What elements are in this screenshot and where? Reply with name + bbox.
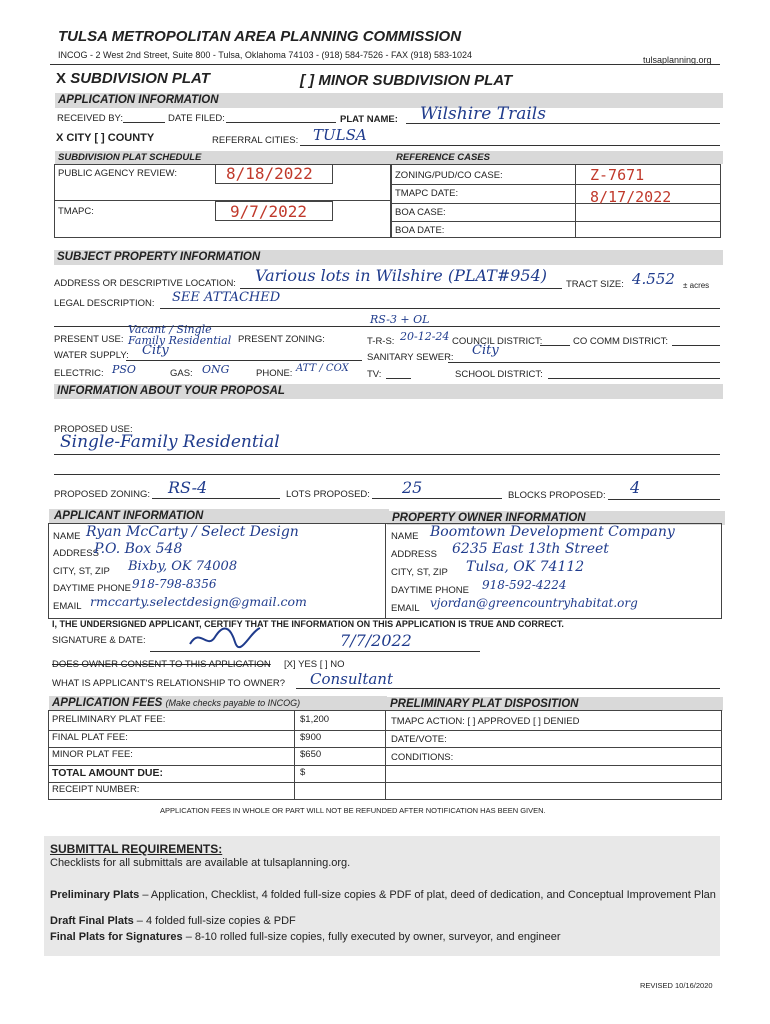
applicant-name-value[interactable]: Ryan McCarty / Select Design <box>86 524 299 540</box>
lots-proposed-value[interactable]: 25 <box>402 478 423 497</box>
water-supply-label: WATER SUPPLY: <box>54 350 129 361</box>
plat-name-value[interactable]: Wilshire Trails <box>420 104 546 124</box>
reference-row2 <box>391 203 721 204</box>
header-address: INCOG - 2 West 2nd Street, Suite 800 - Tulsa, Oklahoma 74103 - (918) 584-7526 - FAX (918) 583-1024 <box>58 50 473 60</box>
applicant-name-label: NAME <box>53 531 81 542</box>
fee-label: PRELIMINARY PLAT FEE: <box>52 714 166 725</box>
acres-label: ± acres <box>683 281 710 290</box>
tmapc-action[interactable]: TMAPC ACTION: [ ] APPROVED [ ] DENIED <box>391 716 580 727</box>
city-county-label: CITY [ ] COUNTY <box>66 132 155 144</box>
electric-label: ELECTRIC: <box>54 368 104 379</box>
fee-label: MINOR PLAT FEE: <box>52 749 133 761</box>
received-by-field[interactable] <box>123 122 165 123</box>
applicant-owner-divider <box>385 523 386 619</box>
reference-heading: REFERENCE CASES <box>393 151 723 164</box>
signature-date[interactable]: 7/7/2022 <box>340 631 412 650</box>
phone-label: PHONE: <box>256 368 293 379</box>
owner-name-value[interactable]: Boomtown Development Company <box>430 524 675 540</box>
plat-name-field <box>406 123 720 124</box>
city-county-option[interactable] <box>56 132 154 144</box>
fees-refund-note: APPLICATION FEES IN WHOLE OR PART WILL NOT BE REFUNDED AFTER NOTIFICATION HAS BEEN GIVEN. <box>160 806 546 815</box>
boa-case-label: BOA CASE: <box>395 207 446 218</box>
owner-address-label: ADDRESS <box>391 549 437 560</box>
fees-heading: APPLICATION FEES <box>52 697 163 709</box>
co-comm-district-label: CO COMM DISTRICT: <box>573 336 668 347</box>
final-title: Final Plats for Signatures <box>50 931 183 943</box>
referral-cities-field <box>300 145 720 146</box>
header-website: tulsaplanning.org <box>643 55 712 65</box>
schedule-heading: SUBDIVISION PLAT SCHEDULE <box>55 151 393 164</box>
fees-heading-bar <box>49 696 387 710</box>
blocks-proposed-value[interactable]: 4 <box>630 478 641 497</box>
owner-phone-label: DAYTIME PHONE <box>391 585 469 596</box>
submittal-checklists: Checklists for all submittals are available at tulsaplanning.org. <box>50 857 351 869</box>
legal-description-field <box>160 308 720 309</box>
submittal-draft <box>50 915 296 927</box>
signature-field <box>150 651 480 652</box>
minor-subdivision-checkbox[interactable]: [ ] MINOR SUBDIVISION PLAT <box>300 72 513 89</box>
tmapc-date: 9/7/2022 <box>230 202 308 221</box>
present-use-value[interactable]: Vacant / Single Family Residential <box>128 323 232 347</box>
fee-row-divider <box>48 730 722 731</box>
proposed-use-value[interactable]: Single-Family Residential <box>60 432 280 452</box>
preliminary-text: – Application, Checklist, 4 folded full-size copies & PDF of plat, deed of dedication, and Conceptual Improvement Plan <box>139 889 716 901</box>
relationship-field <box>296 688 720 689</box>
sanitary-sewer-field <box>448 362 720 363</box>
trs-label: T-R-S: <box>367 336 395 347</box>
fee-row-divider <box>48 782 722 783</box>
present-zoning-label: PRESENT ZONING: <box>238 334 325 345</box>
disposition-heading: PRELIMINARY PLAT DISPOSITION <box>387 697 723 711</box>
relationship-value[interactable]: Consultant <box>310 670 393 688</box>
fee-value: $1,200 <box>300 714 330 725</box>
proposed-use-field-2 <box>54 474 720 475</box>
tmapc-label: TMAPC: <box>58 206 94 217</box>
tv-label: TV: <box>367 369 382 380</box>
electric-value[interactable]: PSO <box>112 363 136 376</box>
lots-proposed-label: LOTS PROPOSED: <box>286 489 370 500</box>
reference-vdivider <box>575 164 576 238</box>
plat-name-label: PLAT NAME: <box>340 114 398 125</box>
owner-city-label: CITY, ST, ZIP <box>391 567 448 578</box>
legal-description-label: LEGAL DESCRIPTION: <box>54 298 155 309</box>
trs-value[interactable]: 20-12-24 <box>400 330 450 343</box>
owner-email-label: EMAIL <box>391 603 420 614</box>
subject-property-heading: SUBJECT PROPERTY INFORMATION <box>54 250 723 265</box>
tract-size-value[interactable]: 4.552 <box>632 270 675 288</box>
applicant-email-label: EMAIL <box>53 601 82 612</box>
public-agency-review-label: PUBLIC AGENCY REVIEW: <box>58 168 177 179</box>
draft-title: Draft Final Plats <box>50 915 134 927</box>
subdivision-plat-checkbox[interactable] <box>56 70 210 87</box>
referral-cities-label: REFERRAL CITIES: <box>212 135 299 146</box>
zoning-case-value[interactable]: Z-7671 <box>590 166 645 184</box>
check-mark: X <box>56 70 67 87</box>
gas-value[interactable]: ONG <box>202 363 230 376</box>
subdivision-plat-label: SUBDIVISION PLAT <box>70 70 210 87</box>
water-supply-value[interactable]: City <box>142 343 169 358</box>
date-filed-field[interactable] <box>226 122 336 123</box>
school-district-label: SCHOOL DISTRICT: <box>455 369 543 380</box>
address-location-label: ADDRESS OR DESCRIPTIVE LOCATION: <box>54 278 236 289</box>
fee-row-divider <box>48 765 722 766</box>
sanitary-sewer-value[interactable]: City <box>472 343 499 358</box>
proposed-use-label: PROPOSED USE: <box>54 424 133 435</box>
public-agency-review-date: 8/18/2022 <box>226 164 313 183</box>
received-by-label: RECEIVED BY: <box>57 113 123 124</box>
revised-date: REVISED 10/16/2020 <box>640 981 713 990</box>
fee-row-divider <box>48 747 722 748</box>
owner-name-label: NAME <box>391 531 419 542</box>
applicant-phone-value[interactable]: 918-798-8356 <box>132 577 217 591</box>
application-info-heading: APPLICATION INFORMATION <box>55 93 723 108</box>
zoning-case-label: ZONING/PUD/CO CASE: <box>395 170 503 181</box>
tv-field[interactable] <box>386 378 411 379</box>
address-location-field <box>240 288 562 289</box>
referral-cities-value[interactable]: TULSA <box>313 126 367 144</box>
applicant-phone-label: DAYTIME PHONE <box>53 583 131 594</box>
applicant-address-value[interactable]: P.O. Box 548 <box>94 541 183 557</box>
form-title: TULSA METROPOLITAN AREA PLANNING COMMISSION <box>58 28 462 45</box>
submittal-preliminary <box>50 889 716 901</box>
reference-tmapc-date-label: TMAPC DATE: <box>395 188 459 199</box>
fee-value: $900 <box>300 731 322 743</box>
tract-size-label: TRACT SIZE: <box>566 279 624 290</box>
signature-label: SIGNATURE & DATE: <box>52 635 146 646</box>
owner-consent-question: DOES OWNER CONSENT TO THIS APPLICATION <box>52 659 271 670</box>
applicant-email-value[interactable]: rmccarty.selectdesign@gmail.com <box>90 594 307 609</box>
proposal-heading: INFORMATION ABOUT YOUR PROPOSAL <box>54 384 723 399</box>
address-location-value[interactable]: Various lots in Wilshire (PLAT#954) <box>255 266 548 285</box>
preliminary-title: Preliminary Plats <box>50 889 140 901</box>
reference-row3 <box>391 221 721 222</box>
fees-heading-note: (Make checks payable to INCOG) <box>165 698 301 708</box>
fee-label: FINAL PLAT FEE: <box>52 731 128 743</box>
final-text: – 8-10 rolled full-size copies, fully executed by owner, surveyor, and engineer <box>182 931 561 943</box>
legal-description-value[interactable]: SEE ATTACHED <box>172 290 281 305</box>
present-use-label: PRESENT USE: <box>54 334 124 345</box>
boa-date-label: BOA DATE: <box>395 225 445 236</box>
fee-value: $650 <box>300 749 322 761</box>
blocks-proposed-label: BLOCKS PROPOSED: <box>508 490 606 501</box>
certify-statement: I, THE UNDERSIGNED APPLICANT, CERTIFY THAT THE INFORMATION ON THIS APPLICATION IS TRUE AND CORRECT. <box>52 619 564 629</box>
owner-heading: PROPERTY OWNER INFORMATION <box>387 511 725 525</box>
applicant-city-label: CITY, ST, ZIP <box>53 566 110 577</box>
proposed-zoning-value[interactable]: RS-4 <box>168 478 208 497</box>
phone-value[interactable]: ATT / COX <box>296 363 349 374</box>
submittal-final <box>50 931 561 943</box>
fee-label: RECEIPT NUMBER: <box>52 784 140 796</box>
water-supply-field <box>126 360 362 361</box>
proposed-zoning-field <box>152 498 280 499</box>
relationship-question: WHAT IS APPLICANT'S RELATIONSHIP TO OWNER? <box>52 678 286 689</box>
applicant-city-value[interactable]: Bixby, OK 74008 <box>128 559 238 574</box>
council-district-label: COUNCIL DISTRICT: <box>452 336 543 347</box>
proposed-zoning-label: PROPOSED ZONING: <box>54 489 151 500</box>
draft-text: – 4 folded full-size copies & PDF <box>133 915 296 927</box>
fees-vdivider-2 <box>385 710 386 800</box>
owner-phone-value[interactable]: 918-592-4224 <box>482 578 567 592</box>
fee-label: TOTAL AMOUNT DUE: <box>52 766 164 779</box>
sanitary-sewer-label: SANITARY SEWER: <box>367 352 454 363</box>
reference-row1 <box>391 184 721 185</box>
lots-proposed-field <box>372 498 502 499</box>
header-rule <box>50 64 720 65</box>
gas-label: GAS: <box>170 368 193 379</box>
owner-consent-answer[interactable]: [X] YES [ ] NO <box>284 659 345 670</box>
fee-value[interactable]: $ <box>300 766 306 778</box>
co-comm-district-field[interactable] <box>672 345 720 346</box>
council-district-field[interactable] <box>540 345 570 346</box>
applicant-signature[interactable] <box>185 622 265 652</box>
applicant-heading: APPLICANT INFORMATION <box>49 509 389 523</box>
school-district-field[interactable] <box>548 378 720 379</box>
owner-address-value[interactable]: 6235 East 13th Street <box>452 541 609 557</box>
proposed-use-field <box>54 454 720 455</box>
owner-email-value[interactable]: vjordan@greencountryhabitat.org <box>430 596 638 610</box>
conditions-label: CONDITIONS: <box>391 752 454 763</box>
city-check-mark: X <box>56 132 64 144</box>
date-vote-label: DATE/VOTE: <box>391 734 447 745</box>
submittal-heading: SUBMITTAL REQUIREMENTS: <box>50 842 223 856</box>
owner-city-value[interactable]: Tulsa, OK 74112 <box>466 559 585 575</box>
present-zoning-value[interactable]: RS-3 + OL <box>370 313 430 326</box>
fees-vdivider-1 <box>294 710 295 800</box>
date-filed-label: DATE FILED: <box>168 113 225 124</box>
blocks-proposed-field <box>608 499 720 500</box>
reference-tmapc-date-value[interactable]: 8/17/2022 <box>590 188 672 206</box>
applicant-address-label: ADDRESS <box>53 548 99 559</box>
